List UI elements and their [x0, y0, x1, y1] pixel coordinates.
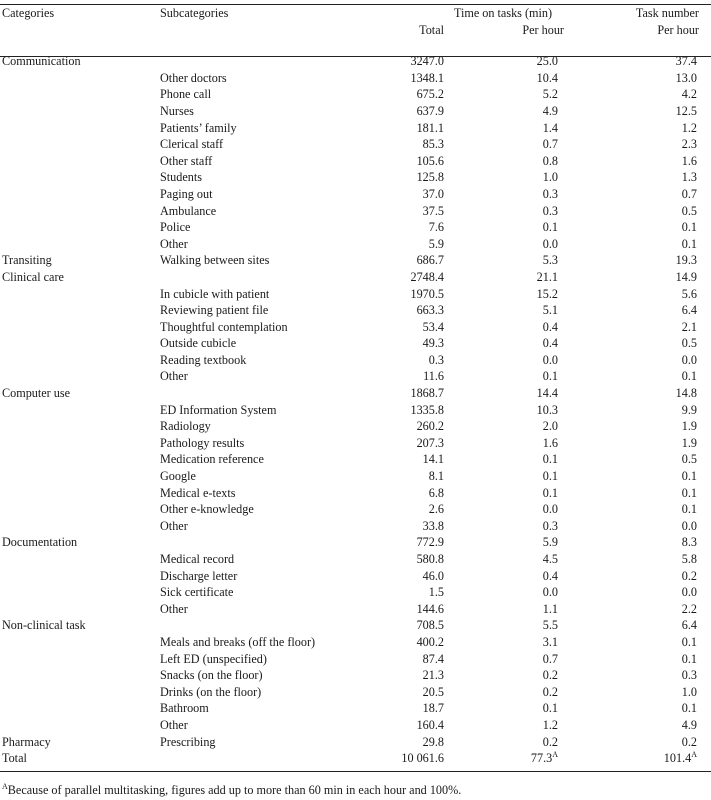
per-hour-cell: 0.1 [542, 701, 558, 716]
task-number-cell: 0.1 [681, 236, 697, 251]
subcategory-cell: Pathology results [160, 435, 245, 450]
table-row [0, 435, 711, 452]
per-hour-cell: 5.3 [542, 253, 558, 268]
total-cell: 14.1 [422, 452, 444, 467]
category-cell [0, 70, 160, 87]
time-on-tasks-table [0, 5, 711, 767]
total-cell: 49.3 [422, 336, 444, 351]
subcategory-cell: In cubicle with patient [160, 286, 270, 301]
header-row-2 [0, 22, 711, 39]
per-hour-cell: 1.0 [542, 170, 558, 185]
category-cell [0, 219, 160, 236]
table-row [0, 335, 711, 352]
table-row [0, 534, 711, 551]
total-per-hour-cell [480, 750, 610, 767]
category-cell [0, 86, 160, 103]
total-cell: 37.5 [422, 203, 444, 218]
per-hour-cell: 15.2 [536, 286, 558, 301]
per-hour-cell: 0.4 [542, 336, 558, 351]
category-cell [0, 103, 160, 120]
total-cell: 686.7 [416, 253, 444, 268]
total-cell: 85.3 [422, 137, 444, 152]
table-row [0, 302, 711, 319]
task-number-cell: 37.4 [675, 54, 697, 69]
per-hour-cell: 0.0 [542, 352, 558, 367]
subcategory-cell: Outside cubicle [160, 336, 237, 351]
total-cell: 46.0 [422, 568, 444, 583]
table-row [0, 700, 711, 717]
header-task-per-hour: Per hour [657, 22, 699, 37]
per-hour-cell: 10.3 [536, 402, 558, 417]
header-spacer [0, 38, 711, 53]
task-number-cell: 13.0 [675, 70, 697, 85]
table-row [0, 286, 711, 303]
total-task-value: 101.4 [663, 751, 692, 766]
header-rule [0, 56, 711, 57]
subcategory-cell: Snacks (on the floor) [160, 668, 263, 683]
table-row [0, 120, 711, 137]
total-cell: 29.8 [422, 734, 444, 749]
per-hour-cell: 0.2 [542, 734, 558, 749]
total-row [0, 750, 711, 767]
subcategory-cell: Other [160, 236, 188, 251]
task-number-cell: 4.2 [681, 87, 697, 102]
total-cell: 125.8 [416, 170, 444, 185]
header-categories: Categories [2, 6, 55, 20]
task-number-cell: 0.3 [681, 668, 697, 683]
per-hour-cell: 5.9 [542, 535, 558, 550]
total-cell: 160.4 [416, 717, 444, 732]
per-hour-cell: 4.9 [542, 103, 558, 118]
task-number-cell: 1.0 [681, 684, 697, 699]
total-cell: 144.6 [416, 601, 444, 616]
subcategory-cell: Clerical staff [160, 137, 224, 152]
task-number-cell: 0.1 [681, 485, 697, 500]
table-row [0, 468, 711, 485]
task-number-cell: 1.2 [681, 120, 697, 135]
category-cell [0, 584, 160, 601]
subcategory-cell: Walking between sites [160, 253, 270, 268]
task-number-cell: 0.5 [681, 203, 697, 218]
task-number-cell: 0.7 [681, 186, 697, 201]
category-cell [0, 418, 160, 435]
table-row [0, 684, 711, 701]
subcategory-cell: Medical record [160, 552, 235, 566]
subcategory-cell: Other [160, 601, 188, 616]
per-hour-cell: 4.5 [542, 552, 558, 566]
category-cell [0, 136, 160, 153]
subcategory-cell [160, 617, 360, 634]
footnote [2, 783, 461, 798]
total-cell: 181.1 [416, 120, 444, 135]
per-hour-cell: 1.4 [542, 120, 558, 135]
category-cell [0, 485, 160, 502]
table-row [0, 501, 711, 518]
task-number-cell: 0.0 [681, 352, 697, 367]
total-cell: 21.3 [422, 668, 444, 683]
subcategory-cell: Other [160, 717, 188, 732]
per-hour-cell: 1.6 [542, 435, 558, 450]
subcategory-cell: Thoughtful contemplation [160, 319, 288, 334]
per-hour-cell: 21.1 [536, 269, 558, 284]
table-row [0, 385, 711, 402]
total-cell: 20.5 [422, 684, 444, 699]
task-number-cell: 0.2 [681, 734, 697, 749]
table-row [0, 518, 711, 535]
task-number-cell: 12.5 [675, 103, 697, 118]
subcategory-cell: Drinks (on the floor) [160, 684, 262, 699]
category-cell: Clinical care [2, 269, 64, 284]
total-cell: 3247.0 [410, 54, 444, 69]
total-task-sup: A [691, 750, 697, 760]
task-number-cell: 0.1 [681, 634, 697, 649]
subcategory-cell [160, 534, 360, 551]
per-hour-cell: 0.0 [542, 502, 558, 517]
subcategory-cell: Other doctors [160, 70, 227, 85]
header-task-number: Task number [635, 6, 699, 20]
task-number-cell: 14.9 [675, 269, 697, 284]
total-label: Total [2, 751, 27, 766]
per-hour-cell: 0.2 [542, 668, 558, 683]
task-number-cell: 0.1 [681, 701, 697, 716]
table-row [0, 70, 711, 87]
task-number-cell: 2.3 [681, 137, 697, 152]
bottom-rule [0, 771, 711, 772]
per-hour-cell: 5.2 [542, 87, 558, 102]
total-cell: 11.6 [423, 369, 444, 384]
task-number-cell: 1.9 [681, 419, 697, 434]
total-cell: 33.8 [422, 518, 444, 533]
per-hour-cell: 1.2 [542, 717, 558, 732]
task-number-cell: 0.5 [681, 452, 697, 467]
table-row [0, 402, 711, 419]
task-number-cell: 19.3 [675, 253, 697, 268]
task-number-cell: 4.9 [681, 717, 697, 732]
header-row-1 [0, 5, 711, 22]
category-cell [0, 518, 160, 535]
per-hour-cell: 0.3 [542, 203, 558, 218]
table-row [0, 601, 711, 618]
subcategory-cell: Phone call [160, 87, 212, 102]
per-hour-cell: 0.1 [542, 485, 558, 500]
header-time-on-tasks-label: Time on tasks (min) [453, 6, 553, 20]
category-cell [0, 352, 160, 369]
table-row [0, 717, 711, 734]
task-number-cell: 0.1 [681, 651, 697, 666]
table-row [0, 617, 711, 634]
table-row [0, 451, 711, 468]
table-row [0, 203, 711, 220]
category-cell [0, 700, 160, 717]
task-number-cell: 1.6 [681, 153, 697, 168]
category-cell [0, 319, 160, 336]
table-row [0, 219, 711, 236]
category-cell [0, 435, 160, 452]
task-number-cell: 8.3 [681, 535, 697, 550]
total-cell: 260.2 [416, 419, 444, 434]
per-hour-cell: 1.1 [542, 601, 558, 616]
category-cell [0, 153, 160, 170]
header-per-hour: Per hour [522, 22, 564, 37]
subcategory-cell: Other e-knowledge [160, 502, 254, 517]
total-cell: 1.5 [428, 585, 444, 600]
total-cell: 207.3 [416, 435, 444, 450]
total-per-hour-sup: A [552, 750, 558, 760]
table-row [0, 136, 711, 153]
category-cell [0, 501, 160, 518]
task-number-cell: 0.1 [681, 369, 697, 384]
category-cell [0, 634, 160, 651]
category-cell [0, 169, 160, 186]
category-cell [0, 203, 160, 220]
table-row [0, 651, 711, 668]
subcategory-cell [160, 269, 360, 286]
subcategory-cell: Radiology [160, 419, 211, 434]
table-row [0, 568, 711, 585]
subcategory-cell: Ambulance [160, 203, 217, 218]
per-hour-cell: 5.1 [542, 303, 558, 318]
task-number-cell: 14.8 [675, 386, 697, 401]
subcategory-cell: Medication reference [160, 452, 264, 467]
subcategory-cell: Bathroom [160, 701, 209, 716]
total-cell: 105.6 [416, 153, 444, 168]
total-cell: 18.7 [422, 701, 444, 716]
total-total-cell: 10 061.6 [401, 751, 444, 766]
total-cell: 772.9 [416, 535, 444, 550]
task-number-cell: 5.6 [681, 286, 697, 301]
table-row [0, 551, 711, 568]
category-cell [0, 335, 160, 352]
category-cell [0, 468, 160, 485]
task-number-cell: 0.5 [681, 336, 697, 351]
table-row [0, 169, 711, 186]
subcategory-cell: Other [160, 369, 188, 384]
subcategory-cell: Google [160, 469, 196, 484]
header-time-on-tasks [360, 5, 610, 22]
task-number-cell: 5.8 [681, 552, 697, 566]
total-cell: 637.9 [416, 103, 444, 118]
table-row [0, 86, 711, 103]
per-hour-cell: 0.3 [542, 186, 558, 201]
total-cell: 580.8 [416, 552, 444, 566]
subcategory-cell: Reviewing patient file [160, 303, 269, 318]
table-row [0, 734, 711, 751]
category-cell: Non-clinical task [2, 618, 86, 633]
per-hour-cell: 5.5 [542, 618, 558, 633]
total-cell: 0.3 [428, 352, 444, 367]
subcategory-cell: Other [160, 518, 188, 533]
table-row [0, 418, 711, 435]
per-hour-cell: 3.1 [542, 634, 558, 649]
total-task-cell [610, 750, 711, 767]
subcategory-cell: Medical e-texts [160, 485, 236, 500]
footnote-text: Because of parallel multitasking, figures add up to more than 60 min in each hour and 100%. [7, 783, 462, 797]
per-hour-cell: 0.4 [542, 568, 558, 583]
category-cell [0, 302, 160, 319]
total-cell: 675.2 [416, 87, 444, 102]
category-cell [0, 684, 160, 701]
category-cell: Communication [2, 54, 81, 69]
task-number-cell: 0.0 [681, 585, 697, 600]
subcategory-cell: Sick certificate [160, 585, 234, 600]
subcategory-cell [160, 385, 360, 402]
category-cell: Documentation [2, 535, 78, 550]
task-number-cell: 2.1 [681, 319, 697, 334]
footnote-marker: A [2, 781, 8, 791]
total-cell: 2.6 [428, 502, 444, 517]
per-hour-cell: 0.0 [542, 236, 558, 251]
per-hour-cell: 14.4 [536, 386, 558, 401]
total-cell: 37.0 [422, 186, 444, 201]
task-number-cell: 1.3 [681, 170, 697, 185]
table-row [0, 368, 711, 385]
subcategory-cell: Meals and breaks (off the floor) [160, 634, 316, 649]
total-cell: 53.4 [422, 319, 444, 334]
per-hour-cell: 10.4 [536, 70, 558, 85]
per-hour-cell: 2.0 [542, 419, 558, 434]
task-number-cell: 2.2 [681, 601, 697, 616]
per-hour-cell: 0.0 [542, 585, 558, 600]
category-cell [0, 717, 160, 734]
per-hour-cell: 0.7 [542, 651, 558, 666]
per-hour-cell: 0.3 [542, 518, 558, 533]
per-hour-cell: 0.8 [542, 153, 558, 168]
total-cell: 663.3 [416, 303, 444, 318]
per-hour-cell: 0.1 [542, 220, 558, 235]
table-row [0, 667, 711, 684]
table-row [0, 319, 711, 336]
per-hour-cell: 0.7 [542, 137, 558, 152]
total-per-hour-value: 77.3 [530, 751, 553, 766]
per-hour-cell: 0.2 [542, 684, 558, 699]
subcategory-cell: Patients’ family [160, 120, 237, 135]
task-number-cell: 0.1 [681, 502, 697, 517]
total-cell: 400.2 [416, 634, 444, 649]
table-row [0, 103, 711, 120]
task-number-cell: 6.4 [681, 618, 697, 633]
total-cell: 87.4 [422, 651, 444, 666]
subcategory-cell: Police [160, 220, 191, 235]
per-hour-cell: 0.4 [542, 319, 558, 334]
total-cell: 1970.5 [410, 286, 444, 301]
category-cell [0, 667, 160, 684]
subcategory-cell: Students [160, 170, 202, 185]
subcategory-cell: Other staff [160, 153, 213, 168]
category-cell [0, 120, 160, 137]
category-cell: Transiting [2, 253, 52, 268]
task-number-cell: 0.0 [681, 518, 697, 533]
task-number-cell: 0.2 [681, 568, 697, 583]
table-row [0, 269, 711, 286]
category-cell [0, 402, 160, 419]
category-cell [0, 551, 160, 568]
category-cell [0, 236, 160, 253]
header-subcategories: Subcategories [160, 6, 229, 20]
total-cell: 1868.7 [410, 386, 444, 401]
per-hour-cell: 0.1 [542, 452, 558, 467]
total-cell: 708.5 [416, 618, 444, 633]
per-hour-cell: 0.1 [542, 469, 558, 484]
subcategory-cell: Left ED (unspecified) [160, 651, 267, 666]
task-number-cell: 9.9 [681, 402, 697, 417]
category-cell [0, 568, 160, 585]
task-number-cell: 0.1 [681, 220, 697, 235]
total-cell: 1348.1 [410, 70, 444, 85]
task-number-cell: 1.9 [681, 435, 697, 450]
category-cell: Pharmacy [2, 734, 51, 749]
total-cell: 2748.4 [410, 269, 444, 284]
category-cell [0, 186, 160, 203]
total-cell: 6.8 [428, 485, 444, 500]
subcategory-cell: Nurses [160, 103, 194, 118]
table-row [0, 252, 711, 269]
task-number-cell: 0.1 [681, 469, 697, 484]
total-sub-empty [160, 750, 360, 767]
total-cell: 8.1 [428, 469, 444, 484]
category-cell [0, 368, 160, 385]
category-cell [0, 451, 160, 468]
task-number-cell: 6.4 [681, 303, 697, 318]
subcategory-cell: Discharge letter [160, 568, 238, 583]
table-row [0, 485, 711, 502]
subcategory-cell: Paging out [160, 186, 213, 201]
subcategory-cell: Reading textbook [160, 352, 247, 367]
table-row [0, 584, 711, 601]
category-cell [0, 286, 160, 303]
table-row [0, 186, 711, 203]
subcategory-cell: Prescribing [160, 734, 216, 749]
category-cell [0, 651, 160, 668]
total-cell: 1335.8 [410, 402, 444, 417]
table-row [0, 634, 711, 651]
header-total: Total [419, 22, 444, 37]
subcategory-cell: ED Information System [160, 402, 277, 417]
table-row [0, 352, 711, 369]
table-row [0, 236, 711, 253]
total-cell: 5.9 [428, 236, 444, 251]
category-cell: Computer use [2, 386, 71, 401]
table-row [0, 153, 711, 170]
category-cell [0, 601, 160, 618]
total-cell: 7.6 [428, 220, 444, 235]
per-hour-cell: 0.1 [542, 369, 558, 384]
per-hour-cell: 25.0 [536, 54, 558, 69]
